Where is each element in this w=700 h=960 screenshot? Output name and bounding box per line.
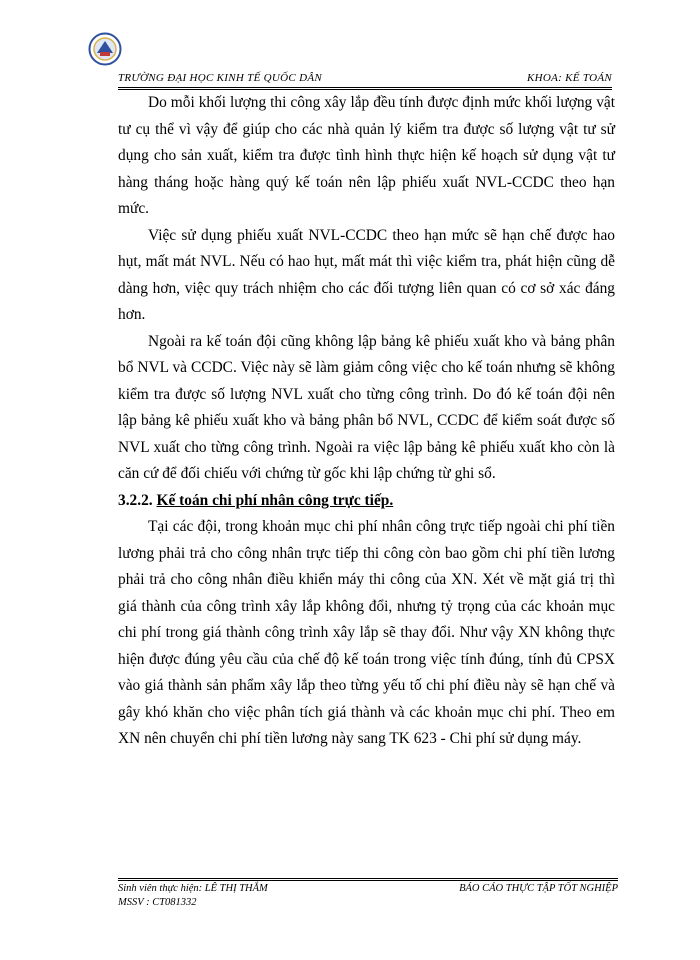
university-seal-icon: [88, 32, 122, 66]
paragraph: Việc sử dụng phiếu xuất NVL-CCDC theo hạn mức sẽ hạn chế được hao hụt, mất mát NVL. Nếu có hao hụt, mất mát thì việc kiểm tra, phát hiện cũng dễ dàng hơn, việc quy trách nhiệm cho các đối tượng liên quan có cơ sở xác đáng hơn.: [118, 226, 615, 323]
page-footer: [118, 883, 618, 894]
footer-divider: [118, 878, 618, 879]
paragraph: Tại các đội, trong khoản mục chi phí nhân công trực tiếp ngoài chi phí tiền lương phải trả cho công nhân trực tiếp thi công còn bao gồm chi phí tiền lương phải trả cho công nhân điều khiển máy thi công của XN. Xét về mặt giá trị thì giá thành của công trình xây lắp không đổi, nhưng tỷ trọng của các khoản mục chi phí trong giá thành công trình xây lắp sẽ thay đổi. Như vậy XN không thực hiện được đúng yêu cầu của chế độ kế toán trong việc tính đúng, tính đủ CPSX vào giá thành sản phẩm xây lắp theo từng yếu tố chi phí điều này sẽ hạn chế và gây khó khăn cho việc phân tích giá thành và các khoản mục chi phí. Theo em XN nên chuyển chi phí tiền lương này sang TK 623 - Chi phí sử dụng máy.: [118, 518, 615, 747]
paragraph: Ngoài ra kế toán đội cũng không lập bảng kê phiếu xuất kho và bảng phân bổ NVL và CCDC. Việc này sẽ làm giảm công việc cho kế toán nhưng sẽ không kiểm tra được số lượng NVL xuất cho từng công trình. Do đó kế toán đội nên lập bảng kê phiếu xuất kho và bảng phân bổ NVL, CCDC để kiểm soát được số NVL xuất cho từng công trình. Ngoài ra việc lập bảng kê phiếu xuất kho còn là căn cứ để đối chiếu với chứng từ gốc khi lập chứng từ ghi sổ.: [118, 332, 615, 482]
section-title: Kế toán chi phí nhân công trực tiếp.: [156, 491, 394, 509]
document-body: [118, 90, 615, 753]
university-name: TRƯỜNG ĐẠI HỌC KINH TẾ QUỐC DÂN: [118, 72, 322, 84]
student-id-row: [118, 897, 618, 908]
student-id: MSSV : CT081332: [118, 897, 197, 908]
footer-divider-thin: [118, 880, 618, 881]
faculty-name: KHOA: KẾ TOÁN: [527, 72, 612, 84]
report-title: BÁO CÁO THỰC TẬP TỐT NGHIỆP: [459, 883, 618, 894]
section-number: 3.2.2.: [118, 491, 153, 509]
page-header: [118, 72, 612, 86]
student-name: Sinh viên thực hiện: LÊ THỊ THẮM: [118, 883, 268, 894]
paragraph: Do mỗi khối lượng thi công xây lắp đều tính được định mức khối lượng vật tư cụ thể vì vậy để giúp cho các nhà quản lý kiểm tra được số lượng vật tư sử dụng cho sản xuất, kiểm tra được tình hình thực hiện kế hoạch sử dụng vật tư hàng tháng hoặc hàng quý kế toán nên lập phiếu xuất NVL-CCDC theo hạn mức.: [118, 94, 615, 217]
section-heading: [118, 488, 615, 515]
header-divider: [118, 87, 612, 88]
